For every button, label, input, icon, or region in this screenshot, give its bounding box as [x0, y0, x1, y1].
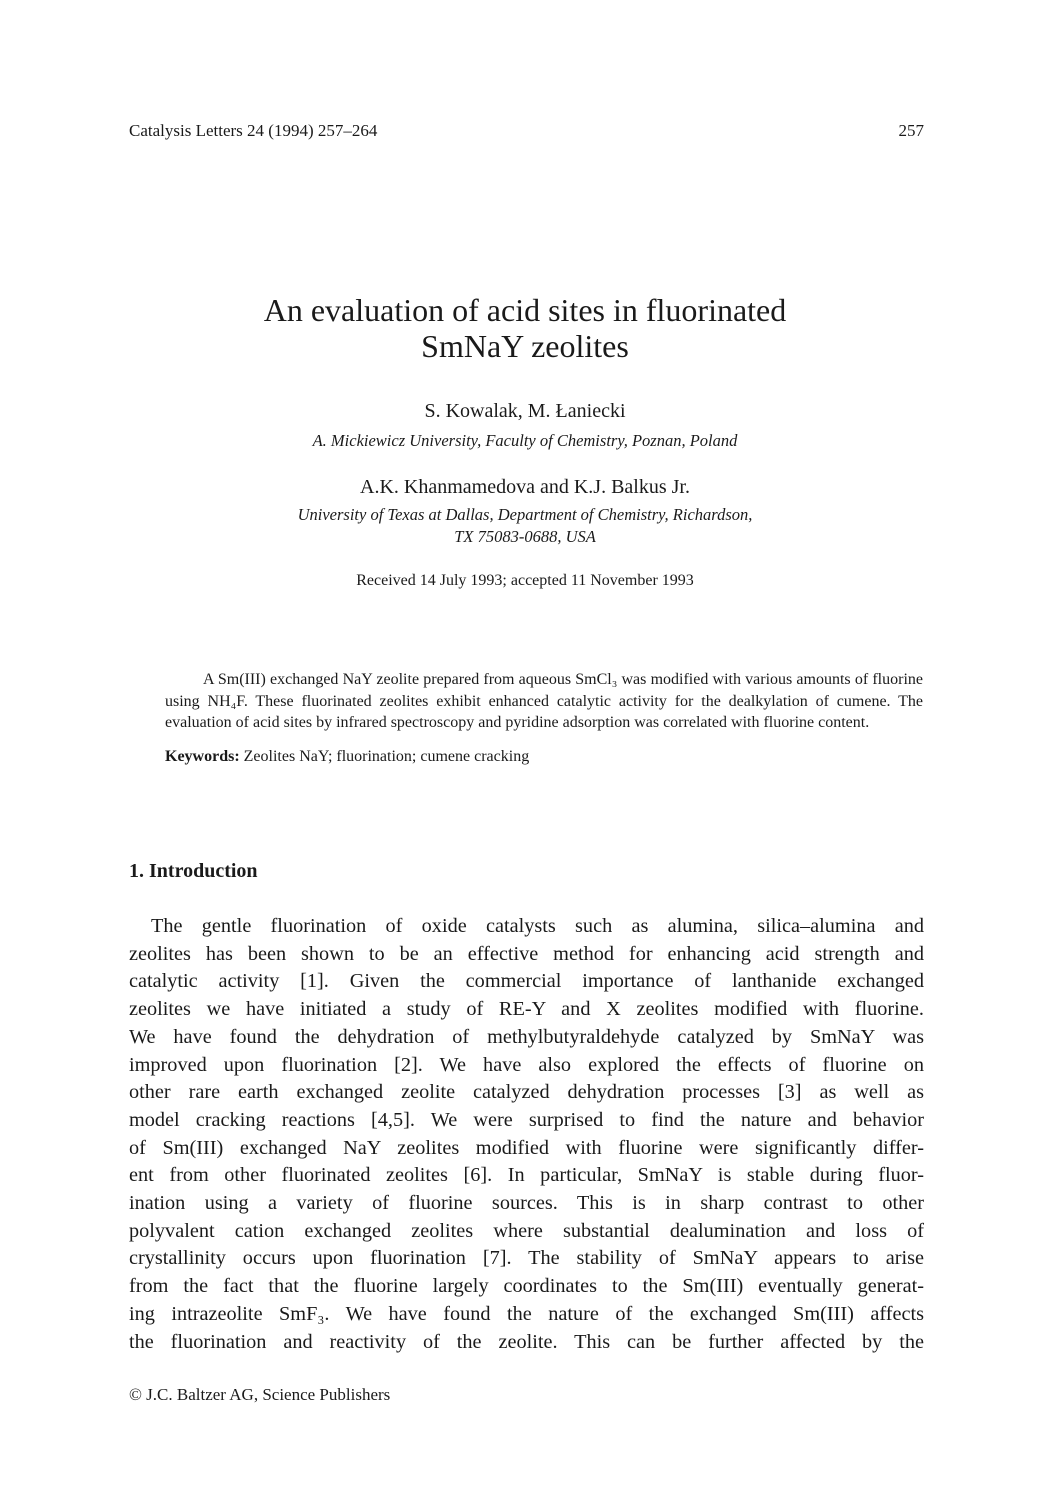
abstract-text: A Sm(III) exchanged NaY zeolite prepared from aqueous SmCl₃ was modified with various amounts of fluorine using NH₄F. These fluorinated zeolites exhibit enhanced catalytic activity for the dealkylation of cumene. The evaluation of acid sites by infrared spectroscopy and pyridine adsorption was correlated with fluorine content.: [165, 671, 923, 731]
body-line: The gentle fluorination of oxide catalysts such as alumina, silica–alumina and: [151, 915, 924, 937]
authors-group-1: S. Kowalak, M. Łaniecki: [424, 400, 626, 422]
body-line: improved upon fluorination [2]. We have also explored the effects of fluorine on: [129, 1053, 924, 1076]
journal-citation: Catalysis Letters 24 (1994) 257–264: [129, 121, 378, 140]
body-line: ination using a variety of fluorine sources. This is in sharp contrast to other: [129, 1192, 924, 1215]
body-line: crystallinity occurs upon fluorination [7]. The stability of SmNaY appears to arise: [129, 1247, 924, 1270]
body-line: We have found the dehydration of methylbutyraldehyde catalyzed by SmNaY was: [129, 1025, 924, 1048]
introduction-body: [129, 913, 924, 1356]
body-line: zeolites we have initiated a study of RE-Y and X zeolites modified with fluorine.: [129, 998, 924, 1021]
body-line: the fluorination and reactivity of the zeolite. This can be further affected by the: [129, 1330, 924, 1353]
title-line-1: An evaluation of acid sites in fluorinated: [263, 292, 787, 328]
affiliation-2: [0, 504, 1050, 548]
body-line: model cracking reactions [4,5]. We were surprised to find the nature and behavior: [129, 1108, 924, 1131]
section-heading: 1. Introduction: [129, 860, 258, 882]
abstract: [165, 669, 923, 767]
affiliation-2-line-1: University of Texas at Dallas, Department of Chemistry, Richardson,: [297, 505, 753, 524]
body-line: catalytic activity [1]. Given the commercial importance of lanthanide exchanged: [129, 970, 924, 993]
publisher-footer: © J.C. Baltzer AG, Science Publishers: [129, 1385, 391, 1404]
title-block: [0, 292, 1050, 592]
affiliation-2-line-2: TX 75083-0688, USA: [454, 527, 596, 546]
body-line: of Sm(III) exchanged NaY zeolites modified with fluorine were significantly differ-: [129, 1136, 924, 1159]
authors-group-2: A.K. Khanmamedova and K.J. Balkus Jr.: [360, 476, 690, 498]
keywords-list: Zeolites NaY; fluorination; cumene cracking: [243, 747, 530, 765]
title-line-2: SmNaY zeolites: [421, 328, 629, 364]
body-line: zeolites has been shown to be an effective method for enhancing acid strength and: [129, 942, 924, 965]
body-line: ing intrazeolite SmF₃. We have found the nature of the exchanged Sm(III) affects: [129, 1302, 924, 1325]
body-line: other rare earth exchanged zeolite catalyzed dehydration processes [3] as well as: [129, 1081, 924, 1104]
affiliation-1: A. Mickiewicz University, Faculty of Chemistry, Poznan, Poland: [312, 431, 738, 450]
body-line: from the fact that the fluorine largely coordinates to the Sm(III) eventually generat-: [129, 1275, 924, 1298]
keywords: [165, 746, 923, 767]
page-number: 257: [898, 121, 924, 140]
body-line: ent from other fluorinated zeolites [6]. In particular, SmNaY is stable during fluor-: [129, 1164, 924, 1187]
body-line: polyvalent cation exchanged zeolites where substantial dealumination and loss of: [129, 1219, 924, 1242]
paper-title: [0, 292, 1050, 364]
keywords-label: Keywords:: [165, 747, 240, 765]
received-dates: Received 14 July 1993; accepted 11 November 1993: [356, 572, 694, 589]
